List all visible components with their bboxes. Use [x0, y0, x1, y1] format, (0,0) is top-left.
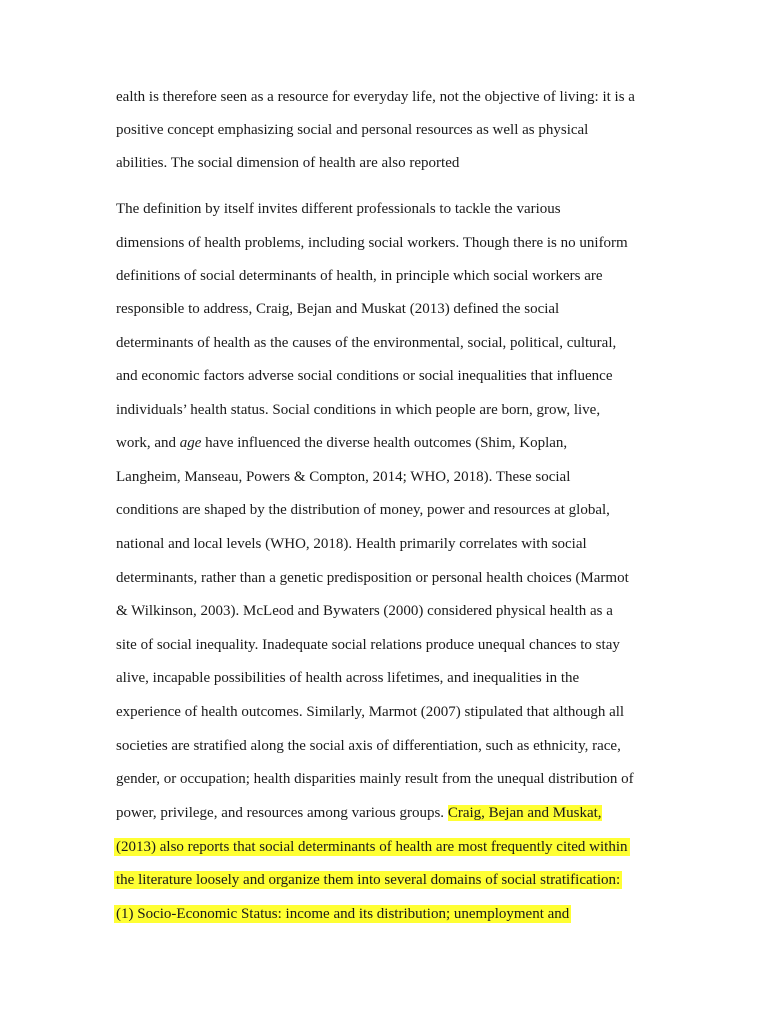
text-line: Langheim, Manseau, Powers & Compton, 2014; WHO, 2018). These social — [116, 469, 571, 485]
text-line: The definition by itself invites different professionals to tackle the various — [116, 201, 561, 217]
text-line: & Wilkinson, 2003). McLeod and Bywaters (2000) considered physical health as a — [116, 603, 613, 619]
text-line: determinants, rather than a genetic predisposition or personal health choices (Marmot — [116, 570, 629, 586]
highlighted-line — [116, 905, 571, 923]
text-line: positive concept emphasizing social and personal resources as well as physical — [116, 122, 589, 138]
highlighted-text: (1) Socio-Economic Status: income and its distribution; unemployment and — [116, 906, 570, 922]
text-line — [116, 434, 567, 452]
highlighted-text: the literature loosely and organize them into several domains of social stratification: — [116, 872, 621, 888]
text-line: site of social inequality. Inadequate social relations produce unequal chances to stay — [116, 637, 620, 653]
highlighted-text: (2013) also reports that social determinants of health are most frequently cited within — [116, 839, 628, 855]
text-line: determinants of health as the causes of the environmental, social, political, cultural, — [116, 335, 617, 351]
text-line: conditions are shaped by the distribution of money, power and resources at global, — [116, 502, 610, 518]
text-line — [116, 804, 602, 822]
italic-text: age — [179, 435, 202, 451]
highlighted-line — [116, 838, 630, 856]
text-line: dimensions of health problems, including social workers. Though there is no uniform — [116, 235, 628, 251]
text-line: ealth is therefore seen as a resource for everyday life, not the objective of living: it is a — [116, 89, 635, 105]
text-line: societies are stratified along the social axis of differentiation, such as ethnicity, race, — [116, 738, 621, 754]
text-line: abilities. The social dimension of health are also reported — [116, 155, 460, 171]
text-line: definitions of social determinants of health, in principle which social workers are — [116, 268, 603, 284]
text-line: individuals’ health status. Social conditions in which people are born, grow, live, — [116, 402, 601, 418]
text-line: gender, or occupation; health disparities mainly result from the unequal distribution of — [116, 771, 634, 787]
text-line: and economic factors adverse social conditions or social inequalities that influence — [116, 368, 613, 384]
text-line: responsible to address, Craig, Bejan and Muskat (2013) defined the social — [116, 301, 560, 317]
highlighted-line — [116, 871, 622, 889]
text-run: power, privilege, and resources among various groups. — [116, 805, 448, 821]
text-line: experience of health outcomes. Similarly, Marmot (2007) stipulated that although all — [116, 704, 625, 720]
highlighted-text: Craig, Bejan and Muskat, — [447, 805, 602, 821]
text-line: national and local levels (WHO, 2018). Health primarily correlates with social — [116, 536, 587, 552]
text-run: work, and — [116, 435, 180, 451]
text-line: alive, incapable possibilities of health across lifetimes, and inequalities in the — [116, 670, 580, 686]
text-run: have influenced the diverse health outcomes (Shim, Koplan, — [201, 435, 568, 451]
